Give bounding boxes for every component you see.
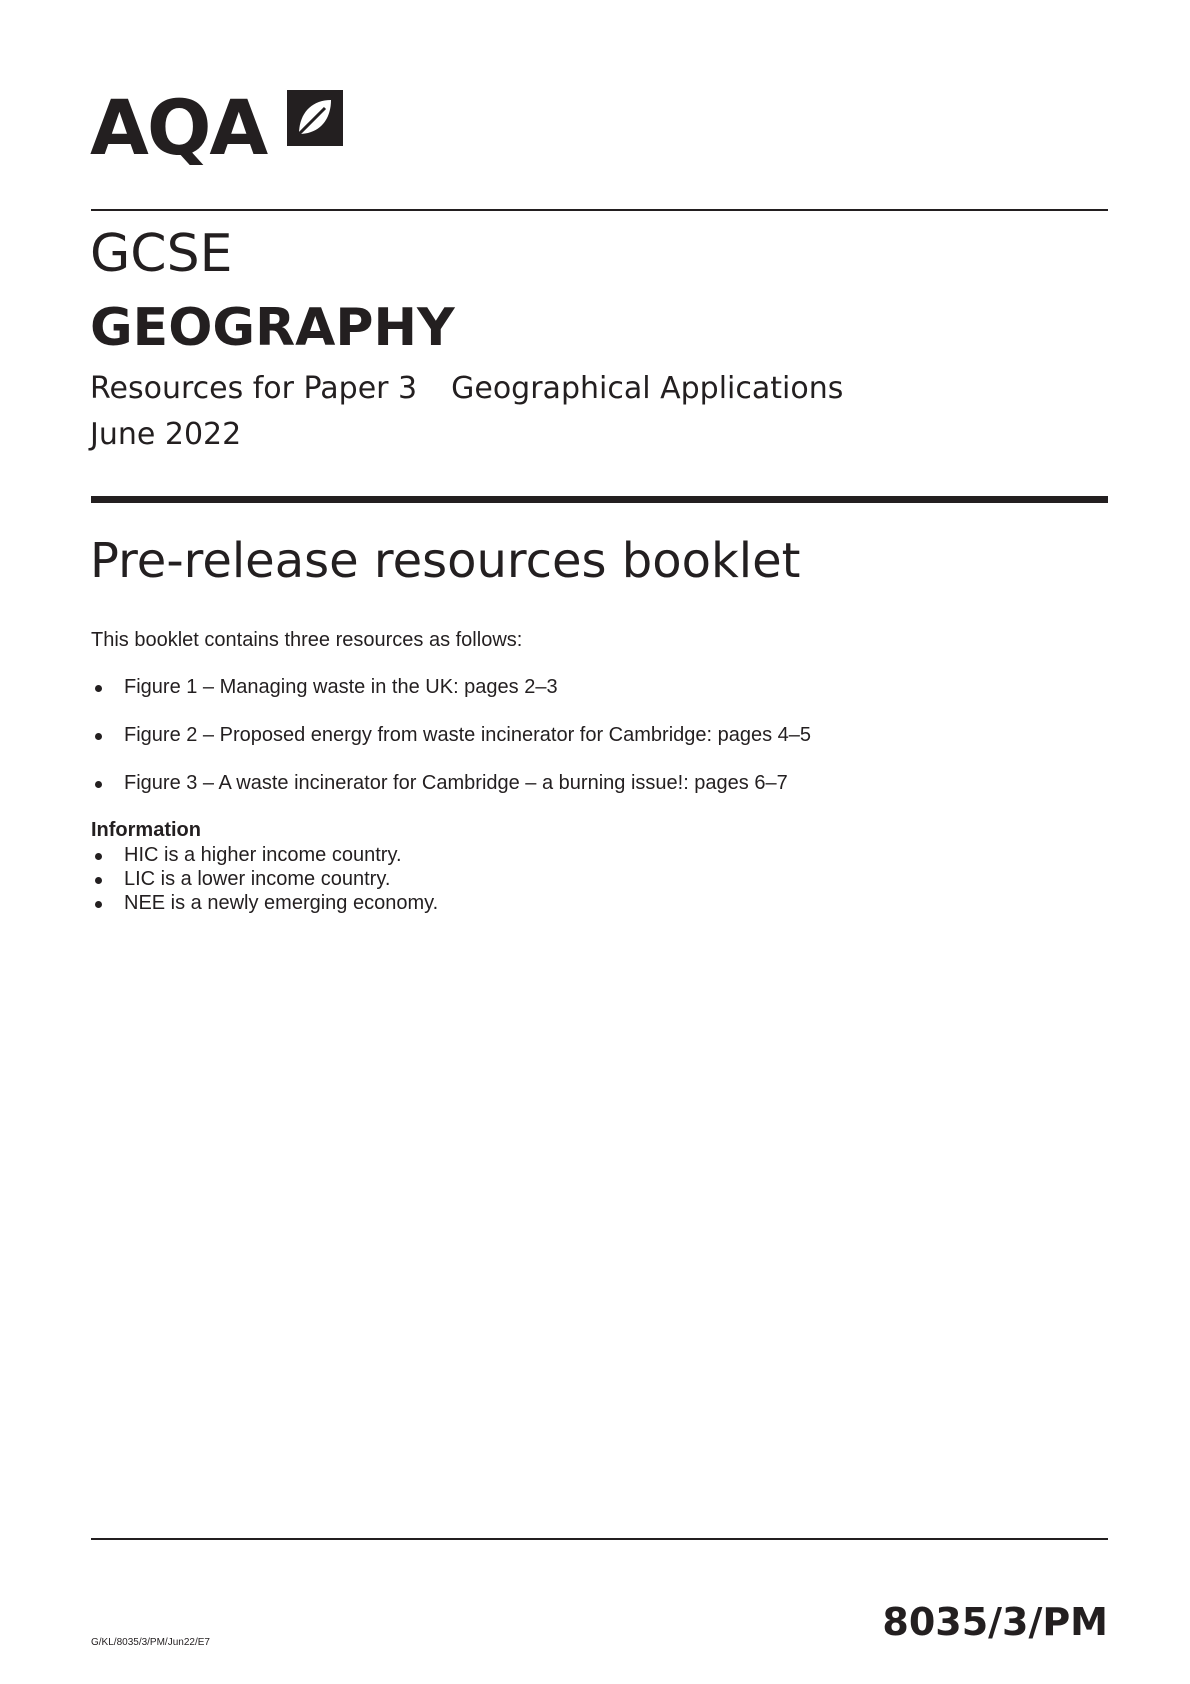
resources-for-label: Resources for Paper 3	[90, 371, 418, 406]
bullet-icon	[95, 733, 102, 740]
aqa-logo	[90, 83, 350, 180]
bullet-icon	[95, 901, 102, 908]
bullet-icon	[95, 781, 102, 788]
exam-date: June 2022	[90, 417, 242, 452]
logo-wordmark: AQA	[90, 83, 267, 172]
bullet-icon	[95, 877, 102, 884]
paper-name: Geographical Applications	[451, 371, 844, 406]
paper-code: 8035/3/PM	[882, 1600, 1108, 1644]
information-heading: Information	[91, 819, 201, 841]
paper-subtitle	[90, 371, 844, 406]
subject-title: GEOGRAPHY	[90, 298, 455, 358]
qualification-title: GCSE	[90, 224, 233, 284]
top-divider	[91, 209, 1108, 211]
section-divider	[91, 496, 1108, 503]
footer-divider	[91, 1538, 1108, 1540]
bullet-icon	[95, 853, 102, 860]
booklet-title: Pre-release resources booklet	[90, 533, 801, 589]
bullet-icon	[95, 685, 102, 692]
booklet-intro: This booklet contains three resources as follows:	[91, 629, 523, 651]
footer-reference: G/KL/8035/3/PM/Jun22/E7	[91, 1637, 210, 1648]
leaf-icon	[285, 88, 345, 148]
